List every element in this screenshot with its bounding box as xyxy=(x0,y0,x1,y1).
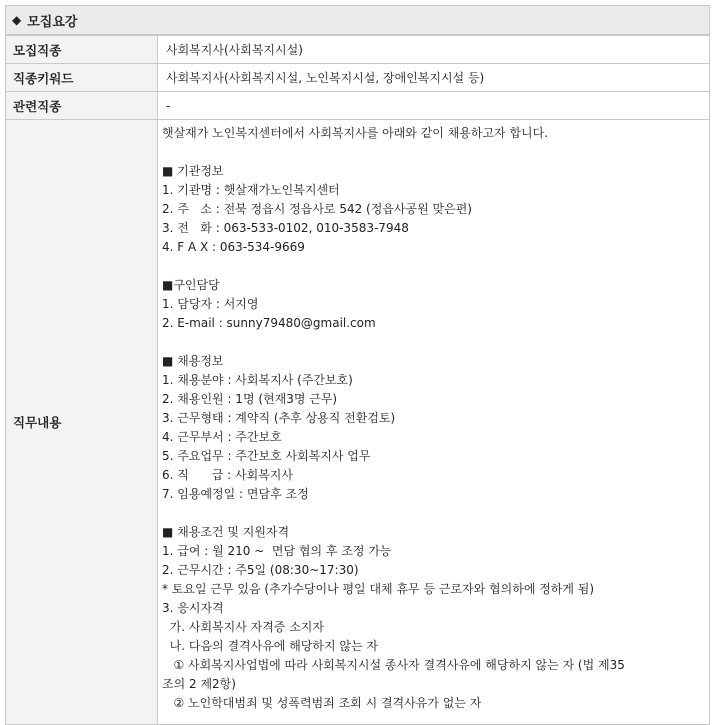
row-label: 관련직종 xyxy=(6,92,158,120)
section-title: 모집요강 xyxy=(27,14,78,30)
row-value: 사회복지사(사회복지시설) xyxy=(158,36,710,64)
duty-line: 햇살재가 노인복지센터에서 사회복지사를 아래와 같이 채용하고자 합니다. xyxy=(162,126,549,140)
duty-line: 1. 담당자 : 서지영 xyxy=(162,297,259,311)
row-label: 직종키워드 xyxy=(6,64,158,92)
duty-line: 4. 근무부서 : 주간보호 xyxy=(162,430,282,444)
duty-line: 1. 채용분야 : 사회복지사 (주간보호) xyxy=(162,373,353,387)
blank-line xyxy=(162,257,701,276)
duty-line: 2. 근무시간 : 주5일 (08:30~17:30) xyxy=(162,563,359,577)
duty-line: ■ 기관정보 xyxy=(162,164,224,178)
duty-line: ■구인담당 xyxy=(162,278,220,292)
duty-line: 7. 임용예정일 : 면담후 조정 xyxy=(162,487,309,501)
duty-line: * 토요일 근무 있음 (추가수당이나 평일 대체 휴무 등 근로자와 협의하에 정하게 됨) xyxy=(162,582,595,596)
duty-line: ■ 채용정보 xyxy=(162,354,224,368)
recruitment-table xyxy=(5,35,710,725)
table-row xyxy=(6,36,710,64)
recruitment-section xyxy=(5,5,710,725)
duty-line: 3. 응시자격 xyxy=(162,601,224,615)
duty-line: 1. 급여 : 월 210 ~ 면담 협의 후 조정 가능 xyxy=(162,544,392,558)
duty-line: 4. F A X : 063-534-9669 xyxy=(162,240,305,254)
duty-line: ■ 채용조건 및 지원자격 xyxy=(162,525,290,539)
duties-label: 직무내용 xyxy=(6,120,158,725)
table-row-duties xyxy=(6,120,710,725)
section-header xyxy=(5,5,710,35)
duty-line: 3. 전 화 : 063-533-0102, 010-3583-7948 xyxy=(162,221,409,235)
duties-content xyxy=(158,120,710,725)
duties-text xyxy=(162,124,701,724)
duty-line: ② 노인학대범죄 및 성폭력범죄 조회 시 결격사유가 없는 자 xyxy=(162,696,482,710)
duty-line: 2. 주 소 : 전북 정읍시 정읍사로 542 (정읍사공원 맞은편) xyxy=(162,202,472,216)
duty-line: 1. 기관명 : 햇살재가노인복지센터 xyxy=(162,183,340,197)
duty-line: 6. 직 급 : 사회복지사 xyxy=(162,468,293,482)
blank-line xyxy=(162,333,701,352)
duty-line: 2. 채용인원 : 1명 (현재3명 근무) xyxy=(162,392,338,406)
duty-line: ① 사회복지사업법에 따라 사회복지시설 종사자 결격사유에 해당하지 않는 자 (법 제35 xyxy=(162,658,625,672)
table-row xyxy=(6,64,710,92)
row-label: 모집직종 xyxy=(6,36,158,64)
duty-line: 5. 주요업무 : 주간보호 사회복지사 업무 xyxy=(162,449,371,463)
duty-line: 나. 다음의 결격사유에 해당하지 않는 자 xyxy=(162,639,378,653)
row-value: - xyxy=(158,92,710,120)
duty-line: 2. E-mail : sunny79480@gmail.com xyxy=(162,316,376,330)
blank-line xyxy=(162,504,701,523)
table-row xyxy=(6,92,710,120)
duty-line: 가. 사회복지사 자격증 소지자 xyxy=(162,620,324,634)
duty-line: 3. 근무형태 : 계약직 (추후 상용직 전환검토) xyxy=(162,411,396,425)
duty-line: 조의 2 제2항) xyxy=(162,677,236,691)
row-value: 사회복지사(사회복지시설, 노인복지시설, 장애인복지시설 등) xyxy=(158,64,710,92)
diamond-icon: ◆ xyxy=(12,13,22,27)
blank-line xyxy=(162,143,701,162)
